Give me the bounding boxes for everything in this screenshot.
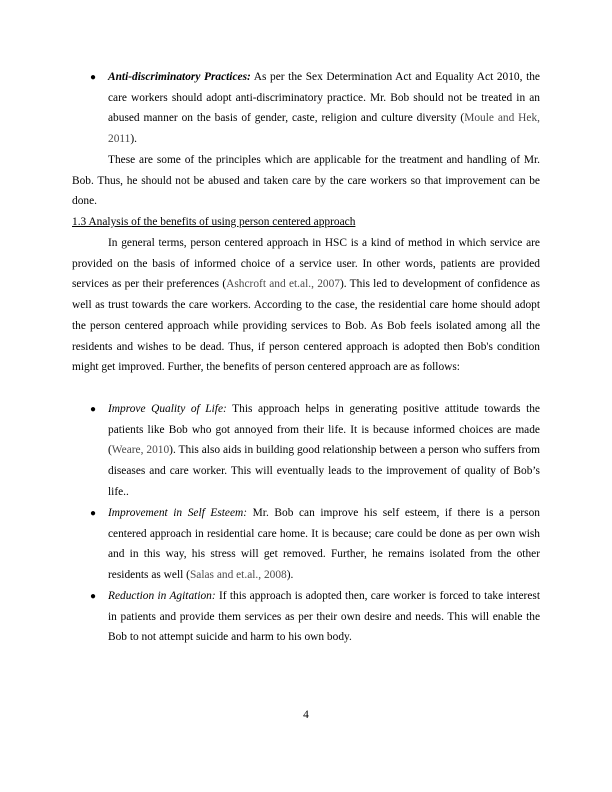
benefit-text: If this approach is adopted then, care worker is forced to take interest in patients and provide them services as per their own desire and needs. This will enable the Bob to not attempt suicide and harm to his own body. <box>108 590 540 644</box>
benefit-title: Improve Quality of Life: <box>108 403 227 415</box>
bullet-text: As per the Sex Determination Act and Equality Act 2010, the care workers should adopt anti-discriminatory practice. Mr. Bob should not be treated in an abused manner on the basis of gender, caste, religion and culture diversity ( <box>108 71 540 125</box>
citation: Ashcroft and et.al., 2007 <box>226 278 340 291</box>
benefit-self-esteem <box>108 503 540 586</box>
page-number: 4 <box>303 709 309 721</box>
benefit-quality-of-life <box>108 399 540 503</box>
paragraph-principles <box>72 150 540 212</box>
benefit-title: Reduction in Agitation: <box>108 590 216 602</box>
benefit-reduction-in-agitation <box>108 586 540 648</box>
bullet-title: Anti-discriminatory Practices: <box>108 71 251 83</box>
benefit-text: ). <box>286 569 294 582</box>
benefit-text: This approach helps in generating positive attitude towards the patients like Bob who got annoyed from their life. It is because informed choices are made ( <box>108 403 540 457</box>
bullet-marker: ● <box>90 72 97 83</box>
paragraph-general <box>72 233 540 378</box>
bullet-marker: ● <box>90 591 97 602</box>
citation: Weare, 2010 <box>111 444 170 457</box>
citation: Salas and et.al., 2008 <box>189 569 287 582</box>
paragraph-text: These are some of the principles which are applicable for the treatment and handling of Mr. Bob. Thus, he should not be abused and taken care by the care workers so that improvement can be done. <box>72 154 540 208</box>
citation: Moule and Hek, 2011 <box>108 112 540 146</box>
benefit-text: Mr. Bob can improve his self esteem, if there is a person centered approach in residential care home. It is because; care could be done as per own wish and in this way, his stress will get removed. Further, he remains isolated from the other residents as well ( <box>108 507 540 582</box>
bullet-marker: ● <box>90 508 97 519</box>
benefit-text: ). This also aids in building good relationship between a person who suffers from diseases and care worker. This will eventually leads to the improvement of quality of Bob’s life.. <box>108 444 541 498</box>
bullet-anti-discriminatory <box>108 67 540 150</box>
section-heading: 1.3 Analysis of the benefits of using person centered approach <box>72 216 356 228</box>
paragraph-text: ). This led to development of confidence as well as trust towards the care workers. According to the case, the residential care home should adopt the person centered approach while providing services to Bob. As Bob feels isolated among all the residents and wishes to be dead. Thus, if person centered approach is adopted then Bob's condition might get improved. Further, the benefits of person centered approach are as follows: <box>72 278 540 374</box>
paragraph-text: In general terms, person centered approach in HSC is a kind of method in which service are provided on the basis of informed choice of a service user. In other words, patients are provided services as per their preferences ( <box>72 237 540 291</box>
bullet-marker: ● <box>90 404 97 415</box>
benefit-title: Improvement in Self Esteem: <box>108 507 248 519</box>
bullet-tail: ). <box>130 133 138 146</box>
